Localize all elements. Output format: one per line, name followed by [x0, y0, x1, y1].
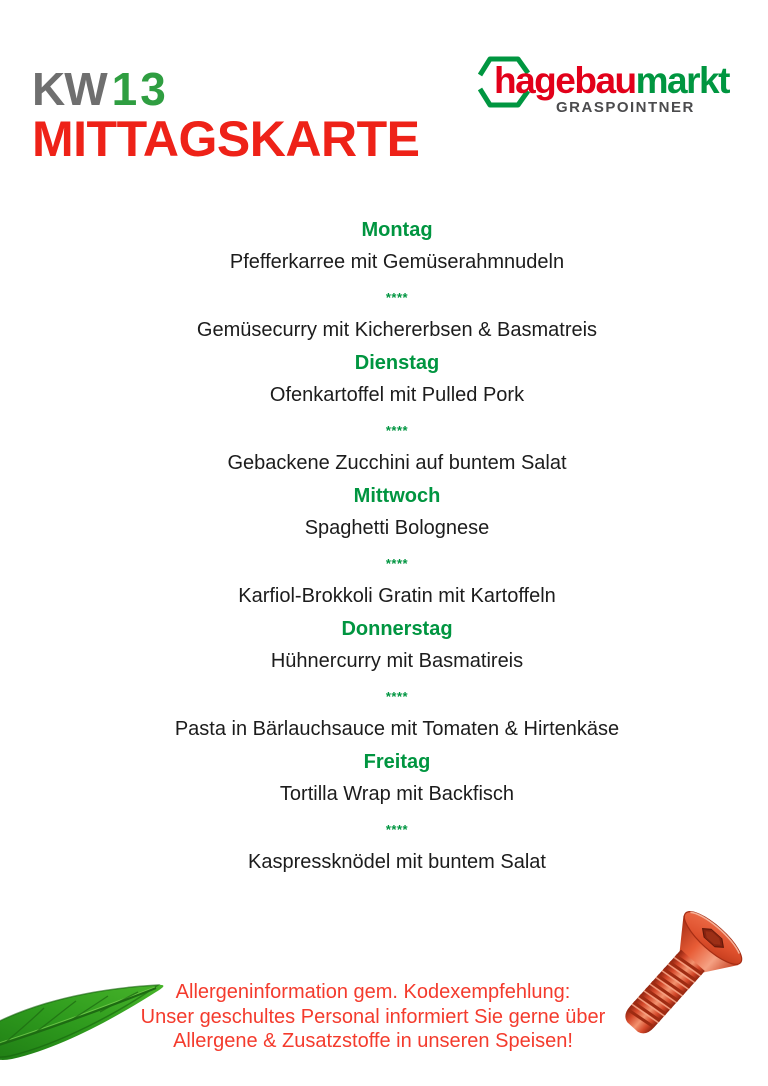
logo-wordmark: [494, 59, 729, 103]
menu-block-montag: [26, 214, 768, 347]
allergen-info: [0, 980, 757, 1054]
day-heading: Dienstag: [354, 352, 440, 374]
allergen-line: Allergeninformation gem. Kodexempfehlung:: [175, 981, 571, 1003]
dish-item: Tortilla Wrap mit Backfisch: [279, 782, 515, 805]
dish-item: Pfefferkarree mit Gemüserahmnudeln: [229, 250, 565, 273]
page-title: MITTAGSKARTE: [32, 111, 420, 167]
day-heading: Donnerstag: [341, 618, 453, 640]
hagebaumarkt-logo: [478, 49, 750, 121]
allergen-line: Allergene & Zusatzstoffe in unseren Speisen!: [173, 1030, 573, 1052]
day-heading: Freitag: [363, 751, 431, 773]
stars-separator: ****: [385, 290, 409, 305]
week-line: [32, 63, 419, 115]
stars-separator: ****: [385, 556, 409, 571]
dish-item: Karfiol-Brokkoli Gratin mit Kartoffeln: [238, 585, 556, 607]
week-label: KW: [32, 63, 107, 115]
allergen-line: Unser geschultes Personal informiert Sie gerne über: [140, 1005, 606, 1028]
menu-block-donnerstag: [26, 613, 768, 746]
dish-item: Pasta in Bärlauchsauce mit Tomaten & Hirtenkäse: [174, 718, 620, 740]
dish-item: Gemüsecurry mit Kichererbsen & Basmatreis: [196, 319, 598, 341]
week-number: 13: [111, 63, 169, 115]
logo-subtitle: GRASPOINTNER: [556, 99, 695, 116]
stars-separator: ****: [385, 822, 409, 837]
day-heading: Mittwoch: [353, 485, 441, 507]
dish-item: Kaspressknödel mit buntem Salat: [248, 851, 546, 873]
weekly-menu: [26, 214, 768, 879]
logo-text-markt: markt: [635, 60, 729, 101]
menu-block-freitag: [26, 746, 768, 879]
menu-block-dienstag: [26, 347, 768, 480]
dish-item: Gebackene Zucchini auf buntem Salat: [227, 452, 567, 474]
logo-text-hagebau: hagebau: [494, 60, 636, 101]
dish-item: Spaghetti Bolognese: [304, 516, 490, 539]
dish-item: Hühnercurry mit Basmatireis: [270, 649, 524, 672]
header-title-block: [32, 63, 420, 167]
day-heading: Montag: [361, 219, 433, 241]
stars-separator: ****: [385, 689, 409, 704]
stars-separator: ****: [385, 423, 409, 438]
dish-item: Ofenkartoffel mit Pulled Pork: [269, 383, 525, 406]
menu-block-mittwoch: [26, 480, 768, 613]
